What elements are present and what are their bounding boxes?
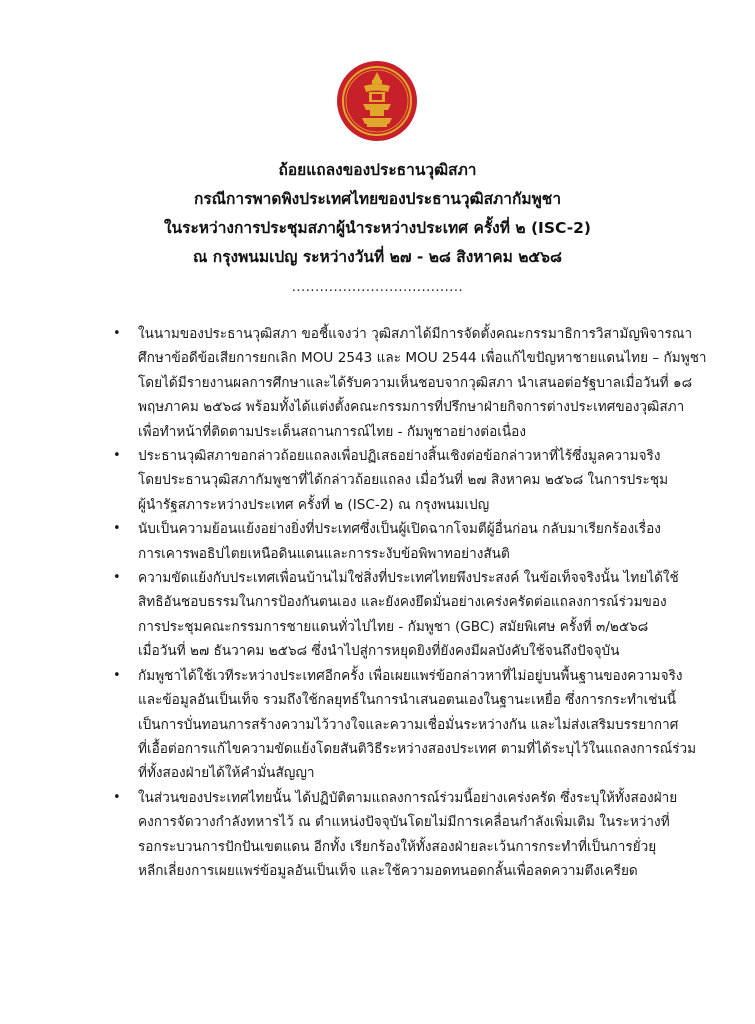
- paragraph-line: รอกระบวนการปักปันเขตแดน อีกทั้ง เรียกร้องให้ทั้งสองฝ่ายละเว้นการกระทำที่เป็นการยั่วยุ: [138, 838, 657, 855]
- statement-paragraph: [113, 786, 678, 884]
- paragraph-line: ผู้นำรัฐสภาระหว่างประเทศ ครั้งที่ ๒ (ISC-2) ณ กรุงพนมเปญ: [138, 496, 490, 513]
- statement-paragraph: [113, 322, 707, 444]
- paragraph-line: ที่ทั้งสองฝ่ายได้ให้คำมั่นสัญญา: [138, 765, 315, 782]
- paragraph-line: สิทธิอันชอบธรรมในการป้องกันตนเอง และยังคงยึดมั่นอย่างเคร่งครัดต่อแถลงการณ์ร่วมของ: [138, 594, 667, 611]
- document-heading: [60, 156, 695, 272]
- paragraph-line: คงการจัดวางกำลังทหารไว้ ณ ตำแหน่งปัจจุบันโดยไม่มีการเคลื่อนกำลังเพิ่มเติม ในระหว่างที่: [138, 814, 670, 831]
- statement-paragraph: [113, 444, 669, 517]
- bullet-icon: •: [113, 521, 121, 537]
- paragraph-line: ประธานวุฒิสภาขอกล่าวถ้อยแถลงเพื่อปฏิเสธอย่างสิ้นเชิงต่อข้อกล่าวหาที่ไร้ซึ่งมูลความจริง: [138, 448, 661, 465]
- paragraph-line: เป็นการบั่นทอนการสร้างความไว้วางใจและความเชื่อมั่นระหว่างกัน และไม่ส่งเสริมบรรยากาศ: [138, 716, 679, 733]
- paragraph-line: โดยประธานวุฒิสภากัมพูชาที่ได้กล่าวถ้อยแถลง เมื่อวันที่ ๒๗ สิงหาคม ๒๕๖๘ ในการประชุม: [138, 472, 669, 489]
- paragraph-line: ที่เอื้อต่อการแก้ไขความขัดแย้งโดยสันติวิธีระหว่างสองประเทศ ตามที่ได้ระบุไว้ในแถลงการณ์ร่วม: [138, 740, 697, 757]
- paragraph-line: ในส่วนของประเทศไทยนั้น ได้ปฏิบัติตามแถลงการณ์ร่วมนี้อย่างเคร่งครัด ซึ่งระบุให้ทั้งสองฝ่าย: [138, 789, 678, 806]
- heading-line-2: กรณีการพาดพิงประเทศไทยของประธานวุฒิสภากัมพูชา: [193, 190, 562, 208]
- paragraph-line: การประชุมคณะกรรมการชายแดนทั่วไปไทย - กัมพูชา (GBC) สมัยพิเศษ ครั้งที่ ๓/๒๕๖๘: [138, 618, 649, 635]
- bullet-icon: •: [113, 448, 121, 464]
- heading-line-4: ณ กรุงพนมเปญ ระหว่างวันที่ ๒๗ - ๒๘ สิงหาคม ๒๕๖๘: [193, 248, 562, 266]
- paragraph-line: เมื่อวันที่ ๒๗ ธันวาคม ๒๕๖๘ ซึ่งนำไปสู่การหยุดยิงที่ยังคงมีผลบังคับใช้จนถึงปัจจุบัน: [138, 643, 620, 660]
- statement-paragraph: [113, 664, 697, 786]
- bullet-icon: •: [113, 326, 121, 341]
- paragraph-line: หลีกเลี่ยงการเผยแพร่ข้อมูลอันเป็นเท็จ และใช้ความอดทนอดกลั้นเพื่อลดความตึงเครียด: [138, 862, 638, 879]
- paragraph-line: ความขัดแย้งกับประเทศเพื่อนบ้านไม่ใช่สิ่งที่ประเทศไทยพึงประสงค์ ในข้อเท็จจริงนั้น ไทยได้ใช้: [138, 570, 679, 587]
- bullet-icon: •: [113, 667, 121, 683]
- paragraph-line: นับเป็นความย้อนแย้งอย่างยิ่งที่ประเทศซึ่งเป็นผู้เปิดฉากโจมตีผู้อื่นก่อน กลับมาเรียกร้องเรื่อง: [138, 521, 661, 538]
- heading-separator: .....................................: [291, 280, 464, 295]
- paragraph-line: เพื่อทำหน้าที่ติดตามประเด็นสถานการณ์ไทย - กัมพูชาอย่างต่อเนื่อง: [138, 423, 526, 440]
- paragraph-line: พฤษภาคม ๒๕๖๘ พร้อมทั้งได้แต่งตั้งคณะกรรมการที่ปรึกษาฝ่ายกิจการต่างประเทศของวุฒิสภา: [138, 399, 685, 416]
- statement-list: [113, 322, 707, 883]
- paragraph-line: ในนามของประธานวุฒิสภา ขอชี้แจงว่า วุฒิสภาได้มีการจัดตั้งคณะกรรมาธิการวิสามัญพิจารณา: [138, 326, 693, 342]
- paragraph-line: กัมพูชาได้ใช้เวทีระหว่างประเทศอีกครั้ง เพื่อเผยแพร่ข้อกล่าวหาที่ไม่อยู่บนพื้นฐานของความจริง: [138, 667, 683, 684]
- heading-line-3: ในระหว่างการประชุมสภาผู้นำระหว่างประเทศ ครั้งที่ ๒ (ISC-2): [163, 219, 592, 237]
- heading-line-1: ถ้อยแถลงของประธานวุฒิสภา: [278, 161, 477, 179]
- paragraph-line: โดยได้มีรายงานผลการศึกษาและได้รับความเห็นชอบจากวุฒิสภา นำเสนอต่อรัฐบาลเมื่อวันที่ ๑๘: [138, 374, 693, 391]
- senate-seal-icon: [336, 60, 418, 142]
- paragraph-line: การเคารพอธิปไตยเหนือดินแดนและการระงับข้อพิพาทอย่างสันติ: [138, 545, 510, 562]
- paragraph-line: ศึกษาข้อดีข้อเสียการยกเลิก MOU 2543 และ MOU 2544 เพื่อแก้ไขปัญหาชายแดนไทย – กัมพูชา: [138, 350, 707, 367]
- statement-paragraph: [113, 566, 679, 664]
- bullet-icon: •: [113, 570, 121, 586]
- bullet-icon: •: [113, 789, 121, 805]
- statement-paragraph: [113, 517, 661, 566]
- paragraph-line: และข้อมูลอันเป็นเท็จ รวมถึงใช้กลยุทธ์ในการนำเสนอตนเองในฐานะเหยื่อ ซึ่งการกระทำเช่นนี้: [138, 692, 677, 709]
